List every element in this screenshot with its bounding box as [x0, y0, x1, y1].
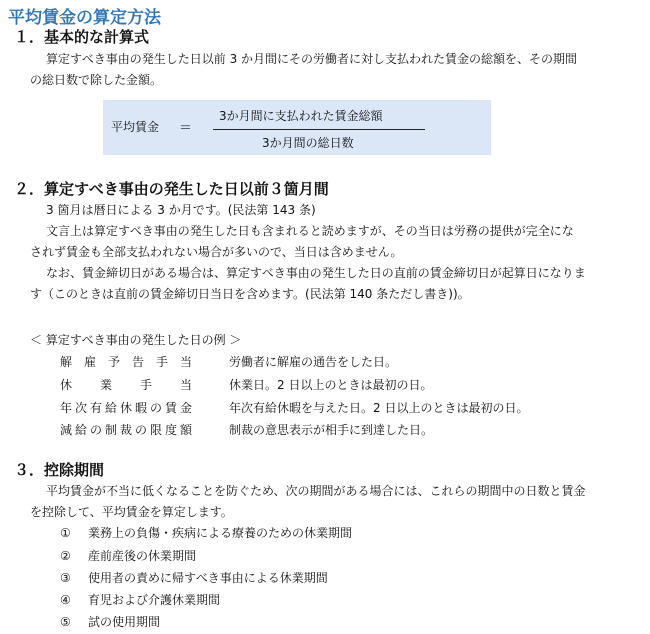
example-label: 年次有給休暇の賃金 [60, 401, 192, 415]
list-item [60, 547, 196, 564]
section-2-text-line-3: されず賃金も全部支払われない場合が多いので、当日は含めません。 [30, 245, 403, 259]
formula-label: 平均賃金 [111, 120, 160, 134]
example-label: 休業手当 [60, 378, 192, 392]
section-3-text-line-2: を控除して、平均賃金を算定します。 [30, 505, 233, 519]
section-2-text-line-2: 文言上は算定すべき事由の発生した日も含まれると読めますが、その当日は労務の提供が完全にな [46, 224, 574, 238]
formula-denominator: 3か月間の総日数 [262, 136, 354, 150]
list-item [60, 524, 352, 541]
formula-box [103, 100, 491, 155]
list-item-text: 育児および介護休業期間 [88, 593, 221, 607]
list-number: ② [60, 549, 71, 563]
list-item-text: 試の使用期間 [88, 615, 161, 629]
section-1-text-line-2: の総日数で除した金額。 [30, 73, 163, 87]
list-number: ③ [60, 571, 71, 585]
fraction-bar [213, 129, 425, 130]
section-2-text-line-1: 3 箇月は暦日による 3 か月です。(民法第 143 条) [46, 203, 316, 217]
example-label: 解雇予告手当 [60, 355, 192, 369]
section-1-text-line-1: 算定すべき事由の発生した日以前 3 か月間にその労働者に対し支払われた賃金の総額を、その期間 [46, 52, 578, 66]
examples-heading: ＜ 算定すべき事由の発生した日の例 ＞ [30, 333, 242, 347]
page-title: 平均賃金の算定方法 [8, 8, 161, 28]
list-item-text: 業務上の負傷・疾病による療養のための休業期間 [88, 526, 353, 540]
list-item [60, 591, 220, 608]
example-description: 休業日。2 日以上のときは最初の日。 [229, 378, 433, 392]
list-item [60, 569, 328, 586]
list-item-text: 使用者の責めに帰すべき事由による休業期間 [88, 571, 328, 585]
list-number: ① [60, 526, 71, 540]
example-label: 減給の制裁の限度額 [60, 423, 192, 437]
example-description: 年次有給休暇を与えた日。2 日以上のときは最初の日。 [229, 401, 529, 415]
example-description: 制裁の意思表示が相手に到達した日。 [229, 423, 434, 437]
list-item-text: 産前産後の休業期間 [88, 549, 197, 563]
section-1-heading: １．基本的な計算式 [14, 28, 150, 46]
formula-numerator: 3か月間に支払われた賃金総額 [219, 109, 383, 123]
list-number: ⑤ [60, 615, 71, 629]
list-number: ④ [60, 593, 71, 607]
section-3-heading: ３．控除期間 [14, 461, 105, 479]
section-3-text-line-1: 平均賃金が不当に低くなることを防ぐため、次の期間がある場合には、これらの期間中の日数と賃金 [46, 484, 586, 498]
section-2-text-line-4: なお、賃金締切日がある場合は、算定すべき事由の発生した日の直前の賃金締切日が起算日になりま [46, 266, 586, 280]
list-item [60, 613, 160, 630]
example-description: 労働者に解雇の通告をした日。 [229, 355, 398, 369]
formula-equals: ＝ [179, 121, 193, 136]
section-2-text-line-5: す（このときは直前の賃金締切日当日を含めます。(民法第 140 条ただし書き))。 [30, 287, 470, 301]
section-2-heading: ２．算定すべき事由の発生した日以前３箇月間 [14, 180, 329, 198]
